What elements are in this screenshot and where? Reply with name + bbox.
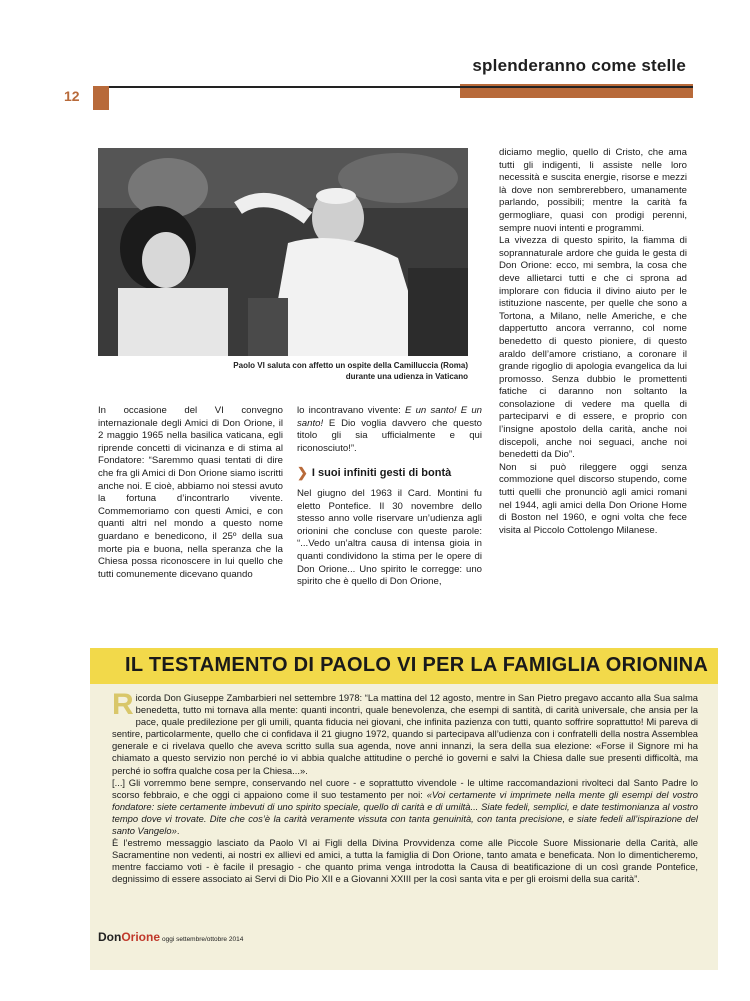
page-number: 12 — [64, 88, 80, 104]
section-heading-text: I suoi infiniti gesti di bontà — [311, 467, 452, 480]
text: icorda Don Giuseppe Zambarbieri nel settembre 1978: “La mattina del 12 agosto, mentre in San Pietro pregavo accanto alla Sua salma benedetta, tutto mi tornava alla mente: quanti incontri, quale benevolenza, che esempi di santità, di carità universale, che ansia per la pace, quale predilezione per gli umili, quanta fiducia nei giovani, che infinita pazienza con tutti, quanto soffrire soprattutto! Mi pareva di sentire, particolarmente, quello che ci confidava il 21 giugno 1972, quando si partecipava all’udienza con i confratelli della nostra Assemblea generale e ci rivelava quello che aveva scritto sulla sua agenda, nove anni innanzi, la sera della sua elezione: «Forse il Signore mi ha chiamato a questo servizio non perché io vi abbia qualche attitudine o perché io governi e salvi la Chiesa dalle sue presenti difficoltà, ma perché io soffra qualche cosa per la Chiesa...». — [112, 692, 698, 776]
text: [...] Gli vorremmo bene sempre, conservando nel cuore - e soprattutto vivendole - le ultime raccomandazioni rivolteci dal Santo Padre lo scorso febbraio, e che oggi ci appaiono come il suo testamento per noi: — [112, 776, 698, 800]
running-title: splenderanno come stelle — [472, 56, 686, 75]
text: lo incontravano vivente: — [297, 405, 406, 416]
header-rule — [93, 86, 693, 88]
paragraph — [112, 688, 698, 777]
photo-caption — [180, 360, 468, 382]
paragraph — [112, 777, 698, 837]
brand-orione: Orione — [121, 930, 160, 944]
drop-cap: R — [112, 688, 134, 721]
caption-line-2: durante una udienza in Vaticano — [345, 372, 468, 381]
paragraph: In occasione del VI convegno internazionale degli Amici di Don Orione, il 2 maggio 1965 nella basilica vaticana, egli riprende concetti di vicinanza e di stima al Fondatore: “Saremmo quasi tentati di dire che fra gli Amici di Don Orione siamo iscritti anche noi. E cioè, abbiamo noi stessi avuto la fortuna d’incontrarlo vivente. Commemoriamo con questi Amici, e con quanti altri nel mondo a questo nome guardano e benedicono, il 25º della sua morte pia e buona, nella speranza che la Chiesa possa riconoscere in lui quello che tutti comunemente dicevano quando — [98, 405, 283, 580]
paragraph — [297, 405, 482, 455]
paragraph: La vivezza di questo spirito, la fiamma di soprannaturale ardore che guida le gesta di Don Orione: ecco, mi sembra, la cosa che deve allietarci tutti e che ci sprona ad implorare con fiducia il divino aiuto per le istituzione nascente, per quelle che sono a Tortona, a Milano, nelle Americhe, e che dappertutto ancora verranno, col nome benedetto di questo pioniere, di questo araldo dell’amore cristiano, a coronare il grande rigoglio di apologia evangelica da lui promosso. Senza dubbio le promettenti fatiche ci daranno non soltanto la consolazione di vedere ma quella di parteciparvi e di essere, e proprio con l’insigne apostolo della carità, anche noi discepoli, anche noi seguaci, anche noi benedetti da Dio”. — [499, 235, 687, 461]
quote-italic: E un santo! E un santo! — [297, 405, 483, 429]
brand-don: Don — [98, 930, 122, 944]
paragraph: Nel giugno del 1963 il Card. Montini fu eletto Pontefice. Il 30 novembre dello stesso anno volle riservare un’udienza agli orionini che concluse con queste parole: “...Vedo un’altra causa di intensa gioia in quanti condividono la stima per le opere di Don Orione... Uno spirito le corregge: uno spirito che è quello di Don Orione, — [297, 487, 482, 588]
text: . — [176, 825, 180, 837]
paragraph: diciamo meglio, quello di Cristo, che ama tutti gli indigenti, li assiste nelle loro necessità e suscita energie, risorse e mezzi là dove non sembrerebbero, umanamente parlando, possibili; mentre la carità fa germogliare, quasi con prodigi perenni, sempre nuovi intenti e programmi. — [499, 147, 687, 234]
sidebar-text — [112, 688, 698, 886]
text: E Dio voglia davvero che questo titolo gli sia ufficialmente e qui riconosciuto!”. — [297, 417, 482, 454]
issue-info: oggi settembre/ottobre 2014 — [162, 936, 244, 943]
chevron-right-icon: ❯ — [297, 465, 308, 481]
article-photo — [98, 148, 468, 356]
quote-italic: «Voi certamente vi imprimete nella mente gli esempi del vostro fondatore: siete certamente imbevuti di uno spirito speciale, quello di carità e di umiltà... Siate fedeli, semplici, e date testimonianza al vostro tempo dove vi trovate. Dite che cos’è la carità veramente vissuta con tanta genuinità, con tanta precisione, e siate fedeli all’ispirazione del santo Vangelo» — [112, 788, 698, 837]
page-tab — [93, 86, 109, 110]
sidebar-title: IL TESTAMENTO DI PAOLO VI PER LA FAMIGLIA ORIONINA — [125, 654, 709, 676]
article-column-1 — [98, 405, 283, 581]
paragraph: È l’estremo messaggio lasciato da Paolo VI ai Figli della Divina Provvidenza come alle Piccole Suore Missionarie della Carità, alle Sacramentine non vedenti, ai nostri ex allievi ed amici, a tutta la famiglia di Don Orione, tanto amata e beneficata. Non lo dimenticheremo, mentre facciamo voti - è facile il presagio - che quanto prima venga introdotta la Causa di beatificazione di un così grande Pontefice, degnissimo di essere associato ai Servi di Dio Pio XII e a Giovanni XXIII per la così santa vita e per gli eroismi della sua carità”. — [112, 837, 698, 885]
section-heading — [297, 467, 482, 480]
caption-line-1: Paolo VI saluta con affetto un ospite della Camilluccia (Roma) — [233, 361, 468, 370]
paragraph: Non si può rileggere oggi senza commozione quel discorso stupendo, come tutti quelli che pronunciò agli amici romani nel 1944, agli amici della Don Orione Home di Boston nel 1960, e ogni volta che fece visita al Piccolo Cottolengo Milanese. — [499, 461, 687, 536]
article-column-3 — [499, 147, 687, 537]
footer — [98, 930, 243, 944]
article-column-2 — [297, 405, 482, 589]
